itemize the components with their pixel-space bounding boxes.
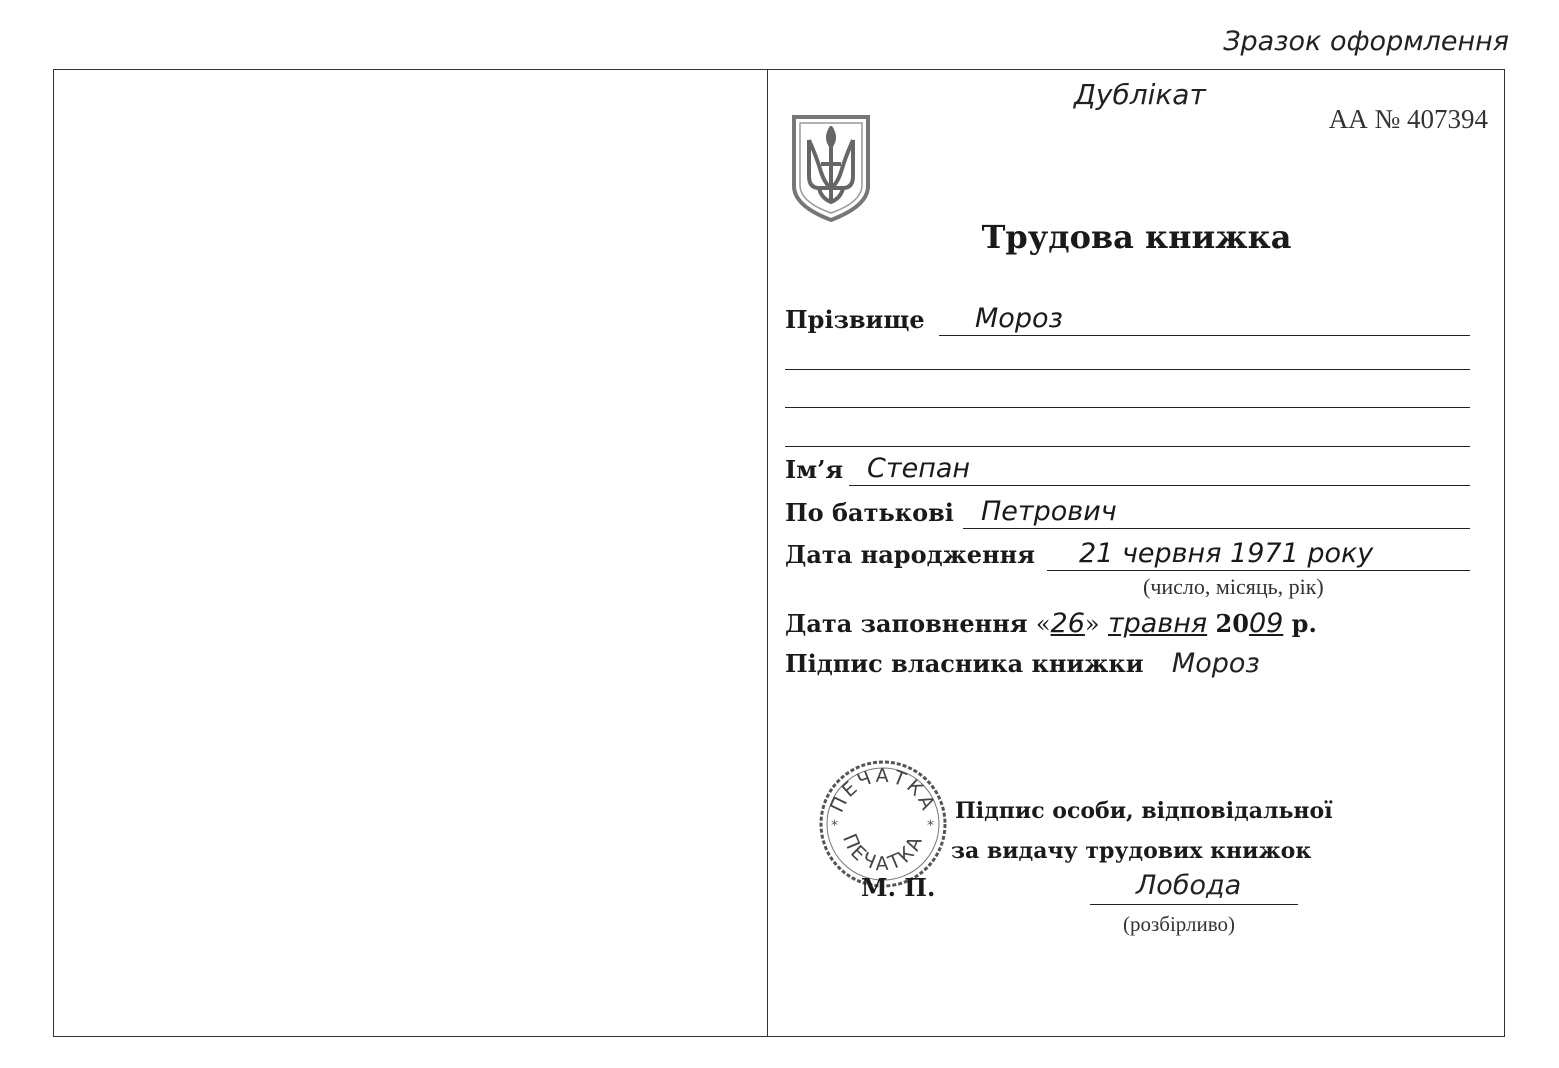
seal-place-label: М. П.: [861, 873, 936, 902]
owner-signature-row: [785, 648, 1260, 679]
surname-row: [785, 296, 1470, 336]
page-fold-divider: [767, 70, 768, 1036]
fill-date-year-unit: р.: [1291, 609, 1317, 638]
fill-date-label: Дата заповнення: [785, 609, 1028, 638]
fill-date-year-prefix: 20: [1215, 609, 1249, 638]
responsible-label-line1: Підпис особи, відповідальної: [955, 798, 1333, 824]
fill-date-row: [785, 608, 1317, 639]
birth-date-label: Дата народження: [785, 540, 1035, 569]
surname-blank-line: [785, 369, 1470, 370]
title-page: [769, 70, 1504, 1036]
fill-date-month: травня: [1107, 608, 1208, 639]
surname-blank-line: [785, 407, 1470, 408]
work-book-spread: [53, 69, 1505, 1037]
birth-date-value: 21 червня 1971 року: [1079, 538, 1374, 569]
left-page-blank: [54, 70, 767, 1036]
surname-value: Мороз: [975, 303, 1063, 334]
patronymic-label: По батькові: [785, 498, 954, 527]
fill-date-year-suffix: 09: [1248, 608, 1284, 639]
document-title: Трудова книжка: [981, 218, 1292, 256]
surname-label: Прізвище: [785, 305, 925, 334]
fill-date-day: 26: [1050, 608, 1085, 639]
fill-date-quote-open: «: [1035, 610, 1051, 638]
stamp-seal: [817, 758, 949, 890]
sample-label: Зразок оформлення: [1223, 26, 1509, 57]
birth-date-hint: (число, місяць, рік): [1143, 574, 1324, 599]
stamp-bottom-text: ПЕЧАТКА: [838, 830, 928, 876]
fill-date-quote-close: »: [1084, 610, 1100, 638]
first-name-row: [785, 446, 1470, 486]
first-name-label: Ім’я: [785, 455, 844, 484]
svg-text:ПЕЧАТКА: [826, 765, 940, 816]
responsible-signature-underline: [1090, 904, 1298, 905]
patronymic-row: [785, 489, 1470, 529]
patronymic-value: Петрович: [981, 496, 1117, 527]
stamp-top-text: ПЕЧАТКА: [826, 764, 940, 816]
stamp-star-right: *: [927, 818, 934, 834]
responsible-label-line2: за видачу трудових книжок: [951, 838, 1312, 864]
svg-text:ПЕЧАТКА: [838, 831, 928, 875]
first-name-value: Степан: [867, 453, 971, 484]
stamp-star-left: *: [831, 818, 838, 834]
owner-signature-label: Підпис власника книжки: [785, 649, 1144, 678]
responsible-signature-value: Лобода: [1136, 870, 1242, 901]
series-number: АА № 407394: [1328, 104, 1488, 134]
duplicate-mark: Дублікат: [1074, 78, 1206, 111]
ukraine-trident-icon: [791, 114, 871, 222]
responsible-signature-hint: (розбірливо): [1123, 912, 1236, 936]
owner-signature-value: Мороз: [1171, 648, 1260, 679]
birth-date-row: [785, 531, 1470, 571]
